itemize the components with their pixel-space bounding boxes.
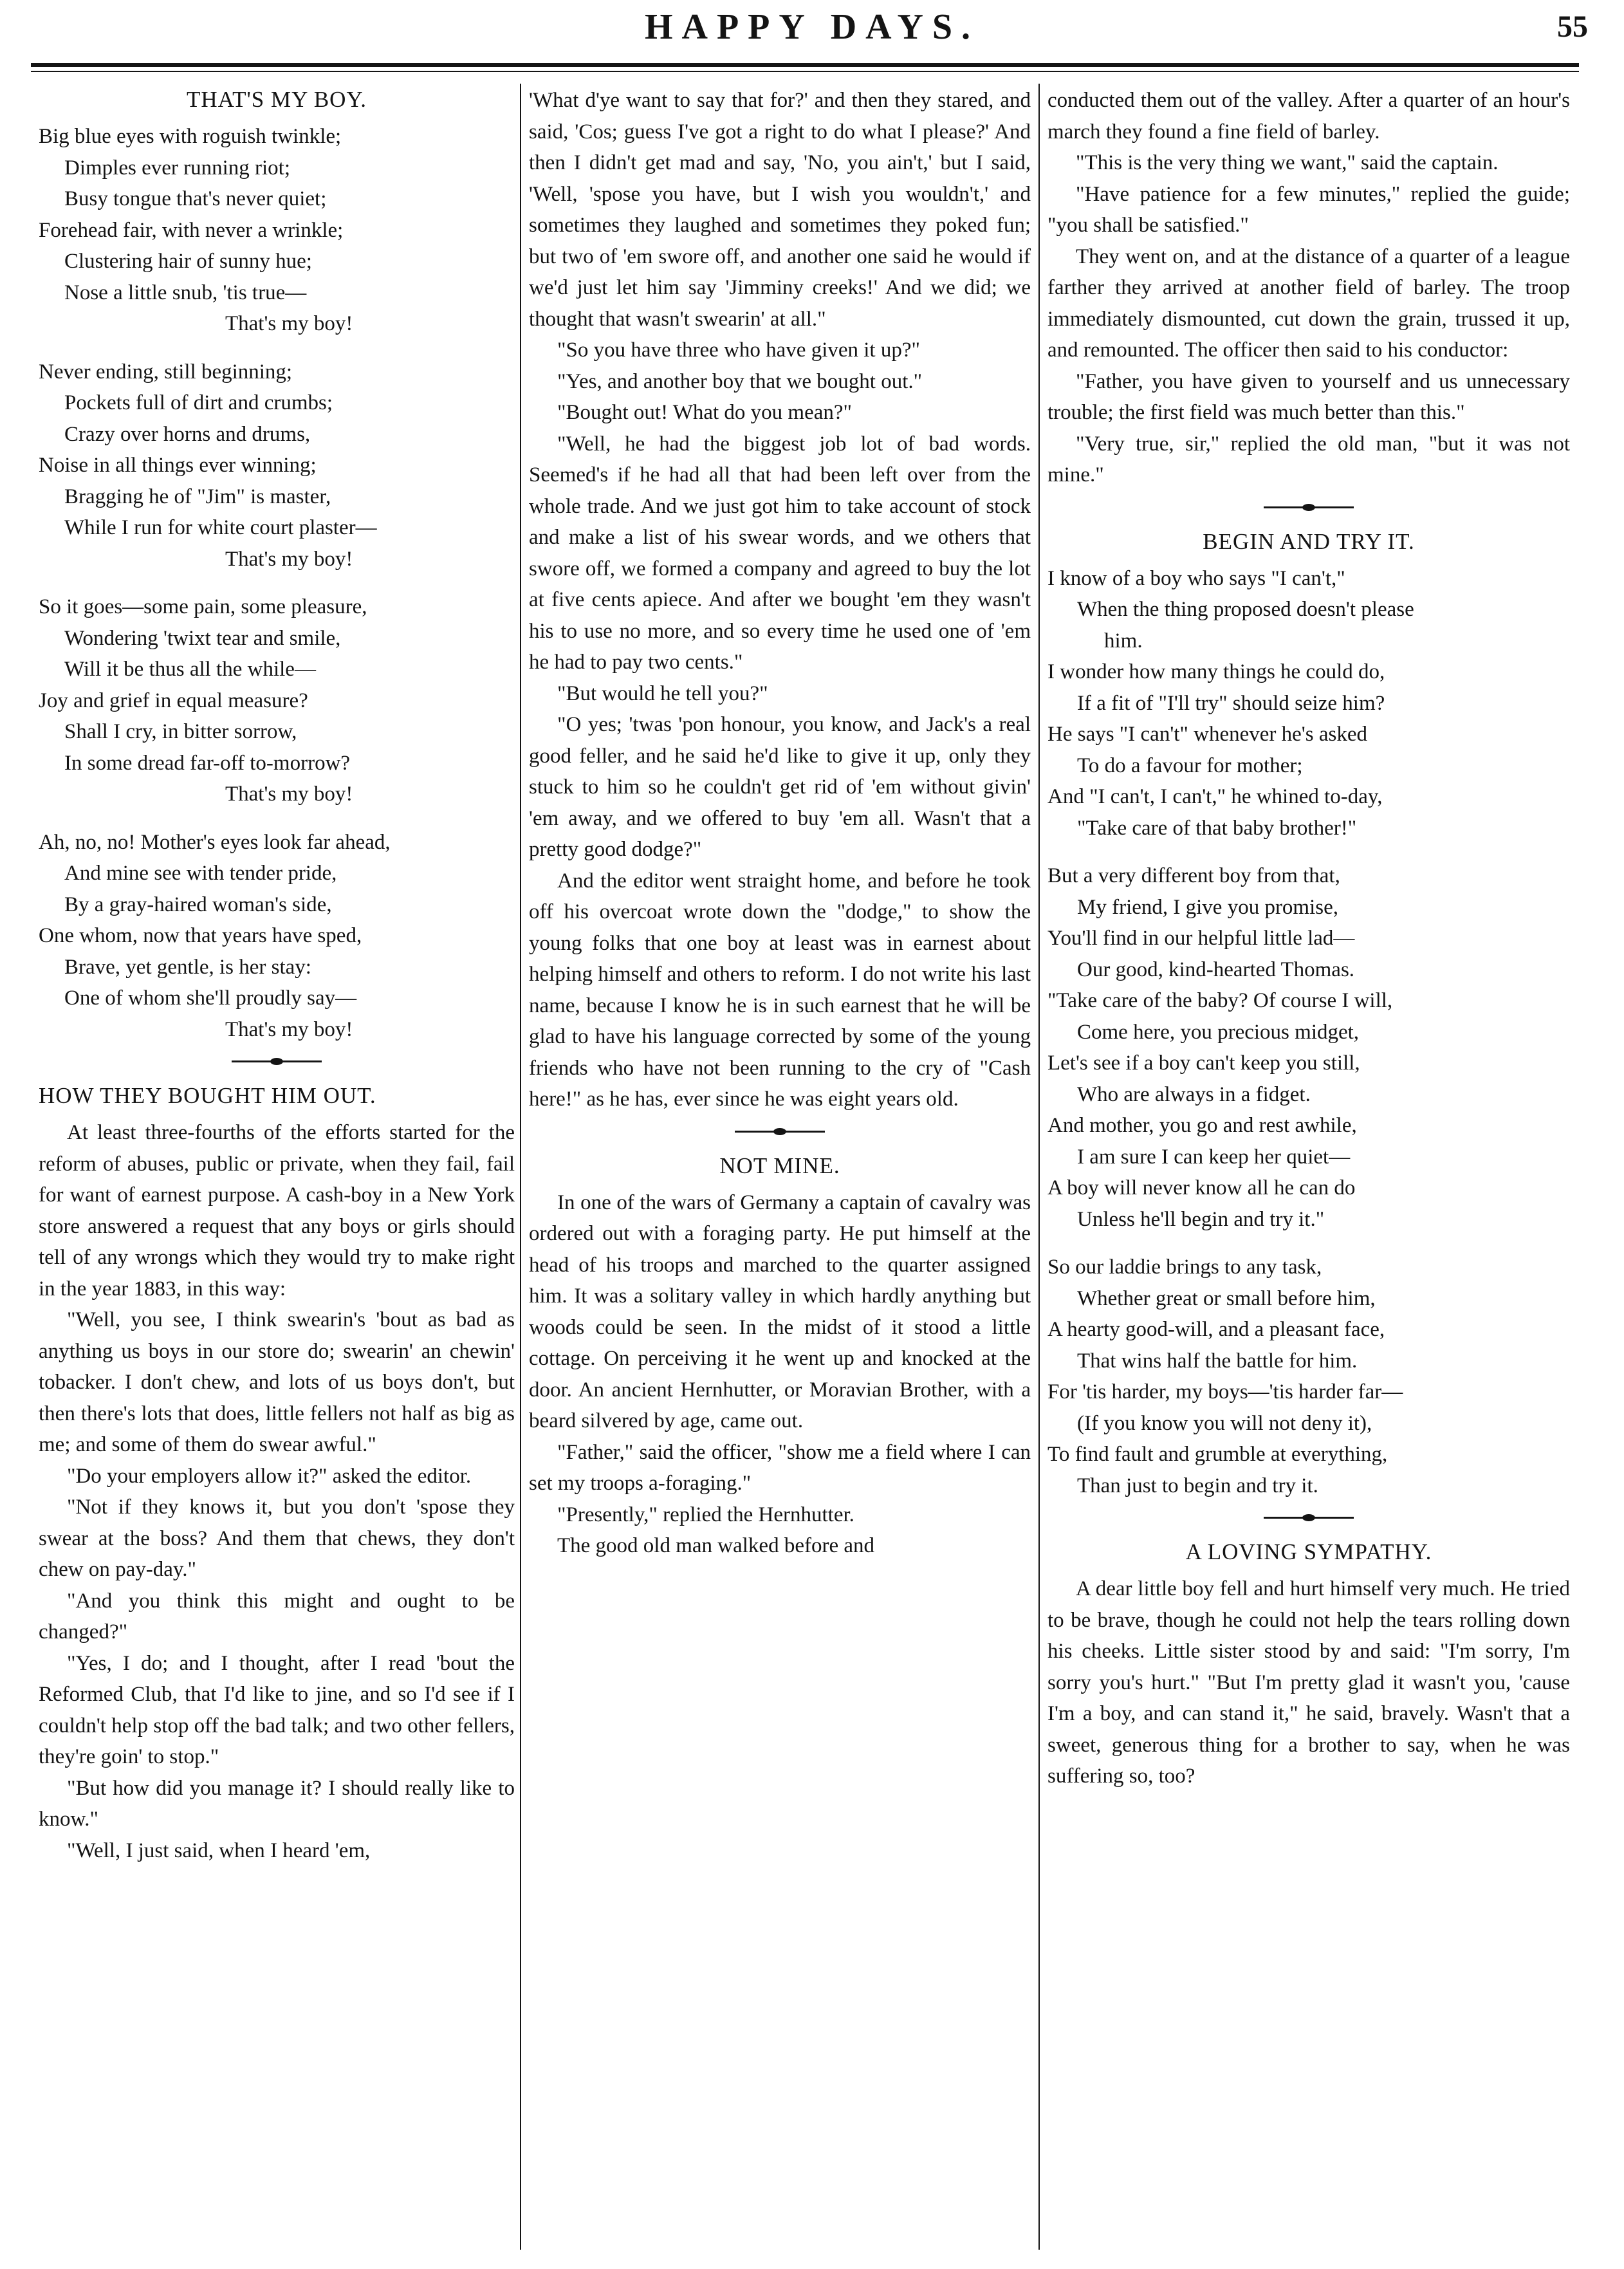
poem-line: Noise in all things ever winning; xyxy=(39,454,317,477)
paragraph: And the editor went straight home, and before he took off his overcoat wrote down the "dodge," to show the young folks that one boy at least was in earnest about helping himself and others to reform. I do not write his last name, because I know he is in such earnest that he will be glad to have his language corrected by some of the young friends who have not been running to the cry of "Cash here!" as he has, ever since he was eight years old. xyxy=(529,869,1031,1111)
poem-line: Big blue eyes with roguish twinkle; xyxy=(39,125,342,148)
poem-line: To find fault and grumble at everything, xyxy=(1047,1443,1388,1466)
poem-line: I wonder how many things he could do, xyxy=(1047,660,1385,683)
poem-line: (If you know you will not deny it), xyxy=(1077,1411,1372,1435)
poem-line: Shall I cry, in bitter sorrow, xyxy=(64,720,297,743)
story-title-not-mine: NOT MINE. xyxy=(719,1153,840,1178)
stanza xyxy=(39,591,515,810)
paragraph: "Have patience for a few minutes," replied the guide; "you shall be satisfied." xyxy=(1047,182,1570,237)
poem-line: Our good, kind-hearted Thomas. xyxy=(1077,958,1355,981)
poem-line: Brave, yet gentle, is her stay: xyxy=(64,955,311,979)
paragraph: "Very true, sir," replied the old man, "but it was not mine." xyxy=(1047,432,1570,486)
paragraph: "But how did you manage it? I should really like to know." xyxy=(39,1776,515,1831)
poem-title-thats-my-boy: THAT'S MY BOY. xyxy=(187,87,367,112)
poem-line: So our laddie brings to any task, xyxy=(1047,1255,1322,1279)
masthead-title: HAPPY DAYS. xyxy=(644,7,980,47)
paragraph: "Not if they knows it, but you don't 'spose they swear at the boss? And them that chews, they don't chew on pay-day." xyxy=(39,1496,515,1581)
poem-line: One of whom she'll proudly say— xyxy=(64,986,357,1010)
poem-line: By a gray-haired woman's side, xyxy=(64,893,332,916)
paragraph: "Bought out! What do you mean?" xyxy=(557,401,853,424)
column-3 xyxy=(1047,85,1570,2250)
paragraph: "Father, you have given to yourself and us unnecessary trouble; the first field was much better than this." xyxy=(1047,369,1570,424)
paragraph: "Yes, and another boy that we bought out." xyxy=(557,369,923,393)
column-2 xyxy=(529,85,1031,2250)
poem-line: One whom, now that years have sped, xyxy=(39,924,362,947)
poem-line: And mother, you go and rest awhile, xyxy=(1047,1114,1357,1137)
poem-line: He says "I can't" whenever he's asked xyxy=(1047,723,1367,746)
poem-line: Crazy over horns and drums, xyxy=(64,422,311,446)
paragraph: "Well, I just said, when I heard 'em, xyxy=(67,1838,371,1862)
poem-line: Let's see if a boy can't keep you still, xyxy=(1047,1051,1360,1075)
paragraph: At least three-fourths of the efforts started for the reform of abuses, public or private, when they fail, fail for want of earnest purpose. A cash-boy in a New York store answered a request that any boys or girls should tell of any wrongs which they would try to make right in the year 1883, in this way: xyxy=(39,1121,515,1301)
poem-line: While I run for white court plaster— xyxy=(64,516,377,539)
poem-line: And "I can't, I can't," he whined to-day, xyxy=(1047,785,1383,808)
poem-title-begin-and-try-it: BEGIN AND TRY IT. xyxy=(1203,528,1415,554)
poem-line: Than just to begin and try it. xyxy=(1077,1474,1318,1497)
poem-refrain: That's my boy! xyxy=(225,783,353,806)
poem-line: Joy and grief in equal measure? xyxy=(39,689,308,712)
masthead-rule-thin xyxy=(31,71,1579,72)
poem-line: Ah, no, no! Mother's eyes look far ahead, xyxy=(39,830,391,854)
poem-line: That wins half the battle for him. xyxy=(1077,1349,1358,1373)
column-rule xyxy=(1038,84,1040,2250)
paragraph: conducted them out of the valley. After a quarter of an hour's march they found a fine field of barley. xyxy=(1047,89,1570,144)
paragraph: "This is the very thing we want," said the captain. xyxy=(1076,151,1499,174)
paragraph: 'What d'ye want to say that for?' and then they stared, and said, 'Cos; guess I've got a right to do what I please?' And then I didn't get mad and say, 'No, you ain't,' but I said, 'Well, 'spose you have, but I wish you wouldn't,' and sometimes they laughed and sometimes they poked fun; but two of 'em swore off, and another one said he would if we'd just let him say 'Jimminy creeks!' And we did; we thought that wasn't swearin' at all." xyxy=(529,89,1031,331)
poem-line: To do a favour for mother; xyxy=(1077,754,1303,777)
poem-line: Come here, you precious midget, xyxy=(1077,1020,1360,1044)
section-separator xyxy=(1047,1506,1570,1528)
poem-refrain: That's my boy! xyxy=(225,1017,353,1041)
paragraph: "Father," said the officer, "show me a field where I can set my troops a-foraging." xyxy=(529,1440,1031,1495)
poem-line: "Take care of that baby brother!" xyxy=(1077,816,1357,840)
poem-line: Never ending, still beginning; xyxy=(39,360,293,384)
poem-refrain: That's my boy! xyxy=(225,312,353,335)
stanza xyxy=(39,827,515,1046)
paragraph: In one of the wars of Germany a captain of cavalry was ordered out with a foraging party. He put himself at the head of his troops and marched to the quarter assigned him. It was a solitary valley in which hardly anything but woods could be seen. In the midst of it stood a little cottage. On perceiving it he went up and knocked at the door. An ancient Hernhutter, or Moravian Brother, with a beard silvered by age, came out. xyxy=(529,1190,1031,1432)
poem-line: You'll find in our helpful little lad— xyxy=(1047,927,1355,950)
poem-line: I am sure I can keep her quiet— xyxy=(1077,1145,1351,1169)
stanza xyxy=(39,121,515,340)
poem-line: And mine see with tender pride, xyxy=(64,862,337,885)
poem-line: If a fit of "I'll try" should seize him? xyxy=(1077,691,1385,715)
paragraph: "Well, he had the biggest job lot of bad words. Seemed's if he had all that had been left over from the whole trade. And we just got him to take account of stock and make a list of his swear words, and we others that swore off, we formed a company and agreed to buy the lot at five cents apiece. And after we bought 'em they wasn't his to use no more, and so every time he used one of 'em he had to pay two cents." xyxy=(529,432,1031,674)
poem-line: Forehead fair, with never a wrinkle; xyxy=(39,218,344,242)
poem-line: Will it be thus all the while— xyxy=(64,658,316,681)
poem-line: But a very different boy from that, xyxy=(1047,864,1340,887)
story-title-a-loving-sympathy: A LOVING SYMPATHY. xyxy=(1185,1539,1432,1564)
poem-line: So it goes—some pain, some pleasure, xyxy=(39,595,367,618)
column-rule xyxy=(520,84,521,2250)
paragraph: A dear little boy fell and hurt himself very much. He tried to be brave, though he could not help the tears rolling down his cheeks. Little sister stood by and said: "I'm sorry, I'm sorry you's hurt." "But I'm pretty glad it wasn't you, 'cause I'm a boy, and can stand it," he said, bravely. Wasn't that a sweet, generous thing for a brother to say, when he was suffering so, too? xyxy=(1047,1577,1570,1788)
poem-line: Bragging he of "Jim" is master, xyxy=(64,485,331,508)
poem-line: Unless he'll begin and try it." xyxy=(1077,1207,1325,1231)
stanza xyxy=(1047,860,1570,1235)
section-separator xyxy=(529,1120,1031,1142)
stanza xyxy=(1047,563,1570,844)
paragraph: The good old man walked before and xyxy=(557,1534,875,1557)
poem-line: A boy will never know all he can do xyxy=(1047,1176,1356,1199)
poem-line: Who are always in a fidget. xyxy=(1077,1082,1311,1106)
poem-thats-my-boy xyxy=(39,121,515,1045)
paragraph: "And you think this might and ought to be changed?" xyxy=(39,1589,515,1644)
poem-line: Busy tongue that's never quiet; xyxy=(64,187,327,210)
poem-line: Dimples ever running riot; xyxy=(64,156,291,180)
section-separator xyxy=(39,1050,515,1072)
poem-line: My friend, I give you promise, xyxy=(1077,895,1339,919)
page-number: 55 xyxy=(1557,10,1588,44)
paragraph: "O yes; 'twas 'pon honour, you know, and Jack's a real good feller, and he said he'd like to give it up, only they stuck to him so he couldn't get rid of 'em without givin' 'em away, and we offered to buy 'em all. Wasn't that a pretty good dodge?" xyxy=(529,713,1031,861)
column-1 xyxy=(39,85,515,2250)
stanza xyxy=(39,357,515,575)
poem-line: Wondering 'twixt tear and smile, xyxy=(64,626,341,650)
poem-line: I know of a boy who says "I can't," xyxy=(1047,566,1345,590)
paragraph: "So you have three who have given it up?" xyxy=(557,338,920,362)
poem-line: When the thing proposed doesn't please xyxy=(1077,598,1414,621)
paragraph: "Well, you see, I think swearin's 'bout as bad as anything us boys in our store do; swearin' an chewin' tobacker. I don't chew, and lots of us boys don't, but then there's lots that does, little fellers not half as big as me; and some of them do swear awful." xyxy=(39,1308,515,1456)
paragraph: "But would he tell you?" xyxy=(557,681,768,705)
poem-line: In some dread far-off to-morrow? xyxy=(64,751,351,775)
poem-line: Whether great or small before him, xyxy=(1077,1286,1376,1310)
poem-line: him. xyxy=(1104,629,1143,653)
section-separator xyxy=(1047,496,1570,518)
paragraph: "Do your employers allow it?" asked the editor. xyxy=(67,1464,472,1488)
poem-line: "Take care of the baby? Of course I will, xyxy=(1047,989,1393,1012)
paragraph: "Yes, I do; and I thought, after I read 'bout the Reformed Club, that I'd like to jine, and so I'd see if I couldn't help stop off the bad talk; and two other fellers, they're goin' to stop." xyxy=(39,1651,515,1768)
masthead-rule-thick xyxy=(31,63,1579,67)
paragraph: They went on, and at the distance of a quarter of a league farther they arrived at another field of barley. The troop immediately dismounted, cut down the grain, trussed it up, and remounted. The officer then said to his conductor: xyxy=(1047,245,1570,362)
poem-line: For 'tis harder, my boys—'tis harder far— xyxy=(1047,1380,1403,1403)
poem-begin-and-try-it xyxy=(1047,563,1570,1502)
story-title-how-they-bought-him-out: HOW THEY BOUGHT HIM OUT. xyxy=(39,1083,376,1108)
stanza xyxy=(1047,1252,1570,1501)
poem-line: Nose a little snub, 'tis true— xyxy=(64,281,307,304)
poem-line: Clustering hair of sunny hue; xyxy=(64,250,312,273)
poem-refrain: That's my boy! xyxy=(225,547,353,571)
poem-line: A hearty good-will, and a pleasant face, xyxy=(1047,1318,1385,1341)
paragraph: "Presently," replied the Hernhutter. xyxy=(557,1503,854,1526)
poem-line: Pockets full of dirt and crumbs; xyxy=(64,391,333,414)
